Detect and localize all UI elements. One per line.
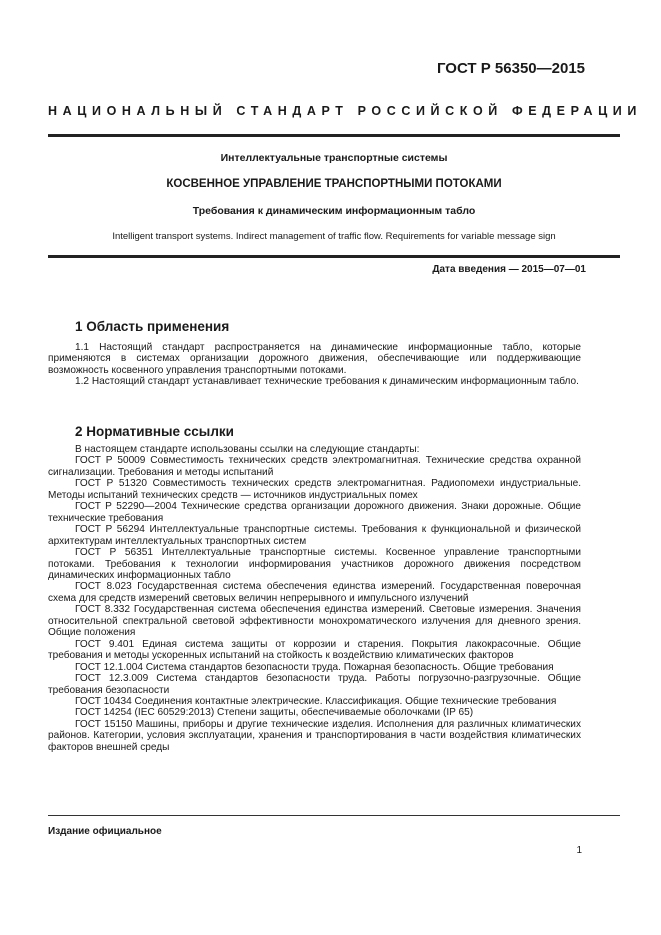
- reference-item: ГОСТ 8.332 Государственная система обеспечения единства измерений. Световые измерения. Значения относительной спектральной световой эффективности монохроматического излучения для дневного зрения. Общие положения: [48, 604, 581, 639]
- section-2-paragraph: В настоящем стандарте использованы ссылки на следующие стандарты:: [75, 444, 420, 455]
- section-1-body: [48, 342, 581, 388]
- reference-item: ГОСТ 10434 Соединения контактные электрические. Классификация. Общие технические требования: [75, 695, 557, 707]
- reference-item: ГОСТ 14254 (IEC 60529:2013) Степени защиты, обеспечиваемые оболочками (IP 65): [75, 707, 474, 719]
- reference-item: ГОСТ Р 52290—2004 Технические средства организации дорожного движения. Знаки дорожные. Общие технические требования: [48, 501, 581, 524]
- gost-number: ГОСТ Р 56350—2015: [436, 60, 585, 77]
- reference-item: ГОСТ Р 51320 Совместимость технических средств электромагнитная. Радиопомехи индустриальные. Методы испытаний технических средств — источников индустриальных помех: [48, 478, 581, 501]
- section-2-body: [48, 444, 581, 753]
- section-2-title: 2 Нормативные ссылки: [75, 424, 234, 439]
- reference-item: ГОСТ Р 56294 Интеллектуальные транспортные системы. Требования к функциональной и физической архитектурам интеллектуальных транспортных систем: [48, 524, 581, 547]
- reference-item: ГОСТ Р 56351 Интеллектуальные транспортные системы. Косвенное управление транспортными потоками. Требования к технологии информирования участников дорожного движения посредством динамических информационных табло: [48, 547, 581, 581]
- reference-item: ГОСТ 15150 Машины, приборы и другие технические изделия. Исполнения для различных климатических районов. Категории, условия эксплуатации, хранения и транспортирования в части воздействия климатических факторов внешней среды: [48, 718, 581, 753]
- title-rule: [48, 255, 620, 258]
- section-1-paragraph: 1.1 Настоящий стандарт распространяется на динамические информационные табло, которые применяются в системах организации дорожного движения, обеспечивающие или поддерживающие возможность косвенного управления транспортными потоками.: [48, 342, 581, 376]
- title-line-1: Интеллектуальные транспортные системы: [220, 152, 448, 164]
- page-number: 1: [576, 845, 582, 856]
- national-standard-heading: НАЦИОНАЛЬНЫЙ СТАНДАРТ РОССИЙСКОЙ ФЕДЕРАЦИИ: [48, 104, 642, 118]
- reference-item: ГОСТ 8.023 Государственная система обеспечения единства измерений. Государственная поверочная схема для средств измерений световых величин непрерывного и импульсного излучений: [48, 581, 581, 604]
- reference-item: ГОСТ Р 50009 Совместимость технических средств электромагнитная. Технические средства охранной сигнализации. Требования и методы испытаний: [48, 455, 581, 478]
- title-line-2: КОСВЕННОЕ УПРАВЛЕНИЕ ТРАНСПОРТНЫМИ ПОТОКАМИ: [166, 178, 502, 190]
- reference-item: ГОСТ 12.1.004 Система стандартов безопасности труда. Пожарная безопасность. Общие требования: [75, 661, 554, 673]
- title-line-3: Требования к динамическим информационным табло: [192, 205, 476, 217]
- introduction-date: Дата введения — 2015—07—01: [432, 264, 586, 275]
- reference-item: ГОСТ 9.401 Единая система защиты от коррозии и старения. Покрытия лакокрасочные. Общие требования и методы ускоренных испытаний на стойкость к воздействию климатических факторов: [48, 638, 581, 662]
- footer-rule: [48, 815, 620, 816]
- section-1-paragraph: 1.2 Настоящий стандарт устанавливает технические требования к динамическим информационным табло.: [75, 376, 579, 388]
- official-edition-label: Издание официальное: [48, 826, 162, 837]
- section-1-title: 1 Область применения: [75, 319, 230, 334]
- reference-item: ГОСТ 12.3.009 Система стандартов безопасности труда. Работы погрузочно-разгрузочные. Общие требования безопасности: [48, 673, 581, 696]
- header-rule: [48, 134, 620, 137]
- title-english: Intelligent transport systems. Indirect management of traffic flow. Requirements for variable message sign: [112, 231, 556, 242]
